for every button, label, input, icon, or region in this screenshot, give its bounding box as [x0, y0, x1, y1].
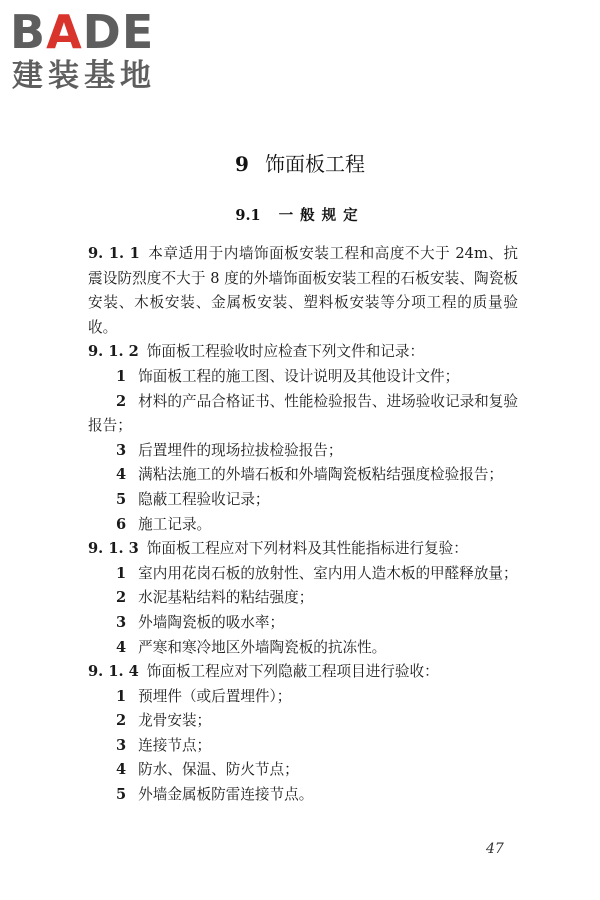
list-item	[88, 758, 518, 783]
clause-text: 饰面板工程应对下列隐蔽工程项目进行验收：	[146, 663, 439, 681]
logo	[10, 6, 180, 98]
list-item	[88, 783, 518, 808]
section-title-text: 一般规定	[278, 207, 365, 224]
list-item	[88, 734, 518, 759]
list-item-text: 施工记录。	[138, 515, 212, 533]
logo-wordmark	[10, 6, 154, 58]
clause-9-1-4	[88, 660, 518, 685]
list-item	[88, 562, 518, 587]
clause-9-1-1	[88, 242, 518, 340]
clause-text: 饰面板工程应对下列材料及其性能指标进行复验：	[146, 540, 468, 558]
list-item-number: 4	[116, 761, 127, 779]
list-item-text: 饰面板工程的施工图、设计说明及其他设计文件；	[138, 367, 460, 385]
clause-9-1-2	[88, 340, 518, 365]
list-item-number: 2	[116, 589, 127, 607]
clause-number: 9. 1. 3	[88, 540, 139, 558]
clause-number: 9. 1. 4	[88, 663, 139, 681]
list-item	[88, 513, 518, 538]
clause-9-1-3	[88, 537, 518, 562]
list-item-text: 连接节点；	[138, 736, 212, 754]
chapter-number: 9	[235, 152, 249, 176]
logo-chinese-name: 建装基地	[12, 58, 156, 94]
clause-text: 饰面板工程验收时应检查下列文件和记录：	[146, 343, 425, 361]
chapter-title	[0, 149, 600, 179]
list-item-number: 2	[116, 712, 127, 730]
document-body	[88, 242, 518, 808]
list-item-text: 龙骨安装；	[138, 712, 212, 730]
list-item	[88, 463, 518, 488]
logo-letters-suffix: DE	[82, 5, 155, 59]
list-item-text: 满粘法施工的外墙石板和外墙陶瓷板粘结强度检验报告；	[138, 466, 504, 484]
list-item-text: 预埋件（或后置埋件）；	[138, 687, 292, 705]
list-item-number: 3	[116, 613, 127, 631]
list-item-text: 材料的产品合格证书、性能检验报告、进场验收记录和复验报告；	[88, 392, 518, 435]
list-item-number: 1	[116, 564, 127, 582]
list-item-number: 3	[116, 441, 127, 459]
list-item-number: 4	[116, 638, 127, 656]
list-item-number: 1	[116, 367, 127, 385]
list-item-text: 防水、保温、防火节点；	[138, 761, 299, 779]
section-number: 9.1	[235, 207, 261, 224]
list-item-number: 4	[116, 466, 127, 484]
list-item-text: 外墙金属板防雷连接节点。	[138, 786, 314, 804]
list-item-text: 隐蔽工程验收记录；	[138, 490, 270, 508]
logo-letters-prefix: B	[10, 5, 47, 59]
list-item	[88, 709, 518, 734]
list-item-number: 6	[116, 515, 127, 533]
clause-number: 9. 1. 1	[88, 245, 140, 262]
logo-letter-accent: A	[46, 5, 83, 59]
section-title	[0, 205, 600, 227]
list-item-text: 水泥基粘结料的粘结强度；	[138, 589, 314, 607]
list-item	[88, 636, 518, 661]
list-item-number: 5	[116, 490, 127, 508]
list-item	[88, 365, 518, 390]
chapter-title-text: 饰面板工程	[264, 152, 365, 176]
list-item	[88, 685, 518, 710]
clause-text: 本章适用于内墙饰面板安装工程和高度不大于 24m、抗震设防烈度不大于 8 度的外墙饰面板安装工程的石板安装、陶瓷板安装、木板安装、金属板安装、塑料板安装等分项工程的质量验收。	[88, 245, 518, 336]
list-item-text: 严寒和寒冷地区外墙陶瓷板的抗冻性。	[138, 638, 387, 656]
list-item-text: 后置埋件的现场拉拔检验报告；	[138, 441, 343, 459]
list-item-number: 1	[116, 687, 127, 705]
list-item	[88, 390, 518, 439]
list-item	[88, 439, 518, 464]
list-item-number: 2	[116, 392, 127, 410]
list-item	[88, 611, 518, 636]
list-item-text: 室内用花岗石板的放射性、室内用人造木板的甲醛释放量；	[138, 564, 518, 582]
page-number: 47	[486, 841, 504, 857]
list-item	[88, 488, 518, 513]
list-item-number: 3	[116, 736, 127, 754]
list-item-text: 外墙陶瓷板的吸水率；	[138, 613, 285, 631]
clause-number: 9. 1. 2	[88, 343, 139, 361]
list-item-number: 5	[116, 786, 127, 804]
list-item	[88, 586, 518, 611]
